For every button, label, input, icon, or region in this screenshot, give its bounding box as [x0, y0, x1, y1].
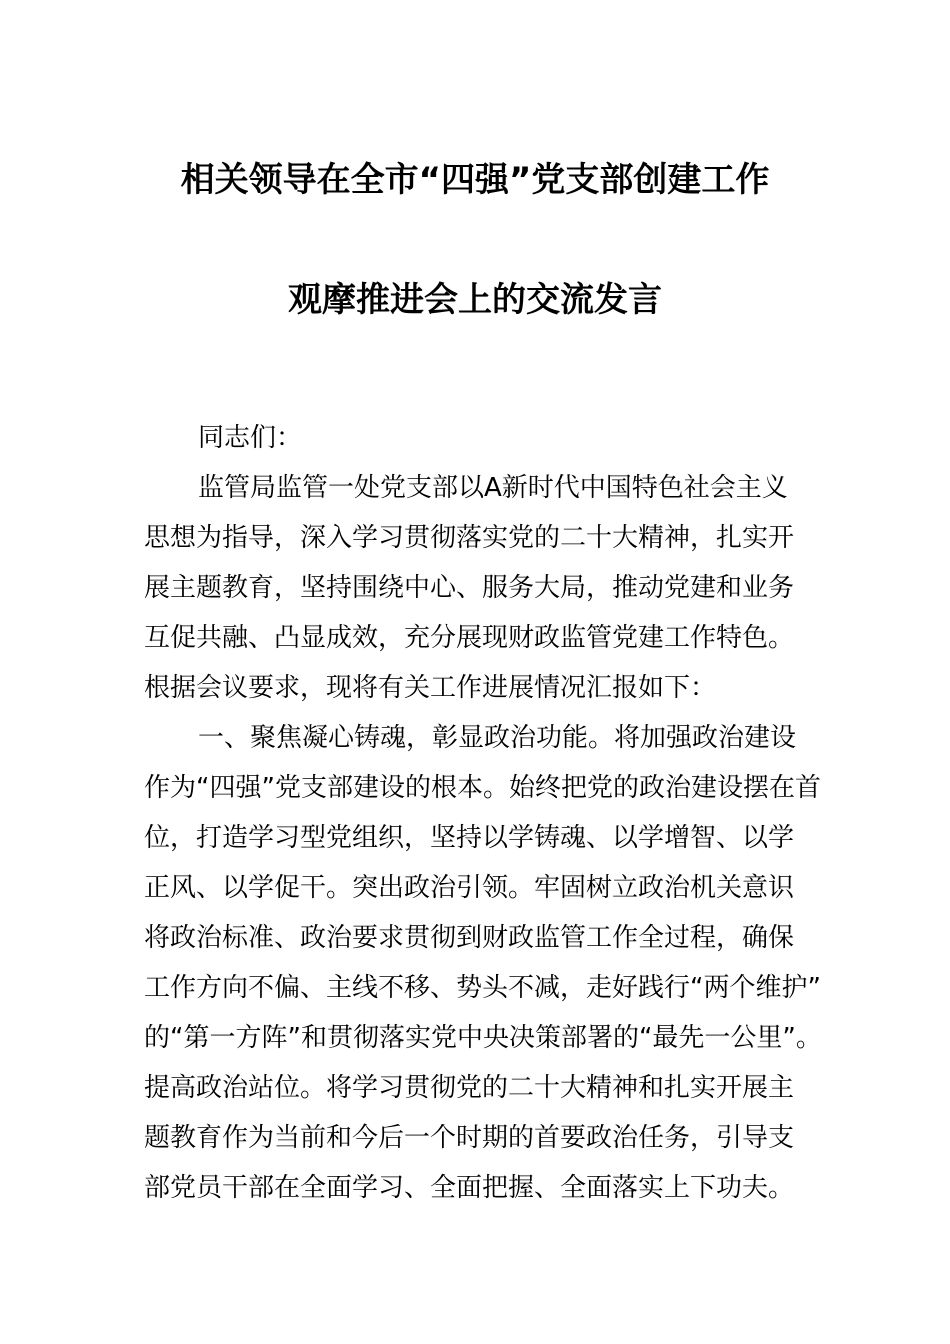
salutation: 同志们： [198, 423, 303, 453]
paragraph-line: 部党员干部在全面学习、全面把握、全面落实上下功夫。 [144, 1173, 795, 1203]
paragraph-line: 互促共融、凸显成效，充分展现财政监管党建工作特色。 [144, 623, 795, 653]
section-heading-line: 一、聚焦凝心铸魂，彰显政治功能。将加强政治建设 [198, 723, 797, 753]
paragraph-line: 监管局监管一处党支部以A新时代中国特色社会主义 [198, 473, 788, 503]
paragraph-line: 题教育作为当前和今后一个时期的首要政治任务，引导支 [144, 1123, 795, 1153]
paragraph-line: 的“第一方阵”和贯彻落实党中央决策部署的“最先一公里”。 [144, 1023, 822, 1053]
document-title-line-2: 观摩推进会上的交流发言 [288, 280, 662, 320]
paragraph-line: 位，打造学习型党组织，坚持以学铸魂、以学增智、以学 [144, 823, 795, 853]
document-title-line-1: 相关领导在全市“四强”党支部创建工作 [180, 160, 770, 200]
paragraph-line: 提高政治站位。将学习贯彻党的二十大精神和扎实开展主 [144, 1073, 795, 1103]
document-body [144, 413, 824, 1213]
paragraph-line: 正风、以学促干。突出政治引领。牢固树立政治机关意识 [144, 873, 795, 903]
paragraph-line: 作为“四强”党支部建设的根本。始终把党的政治建设摆在首 [144, 773, 821, 803]
paragraph-line: 根据会议要求，现将有关工作进展情况汇报如下： [144, 673, 717, 703]
paragraph-line: 工作方向不偏、主线不移、势头不减，走好践行“两个维护” [144, 973, 821, 1003]
paragraph-line: 将政治标准、政治要求贯彻到财政监管工作全过程，确保 [144, 923, 795, 953]
paragraph-line: 思想为指导，深入学习贯彻落实党的二十大精神，扎实开 [144, 523, 795, 553]
paragraph-line: 展主题教育，坚持围绕中心、服务大局，推动党建和业务 [144, 573, 795, 603]
